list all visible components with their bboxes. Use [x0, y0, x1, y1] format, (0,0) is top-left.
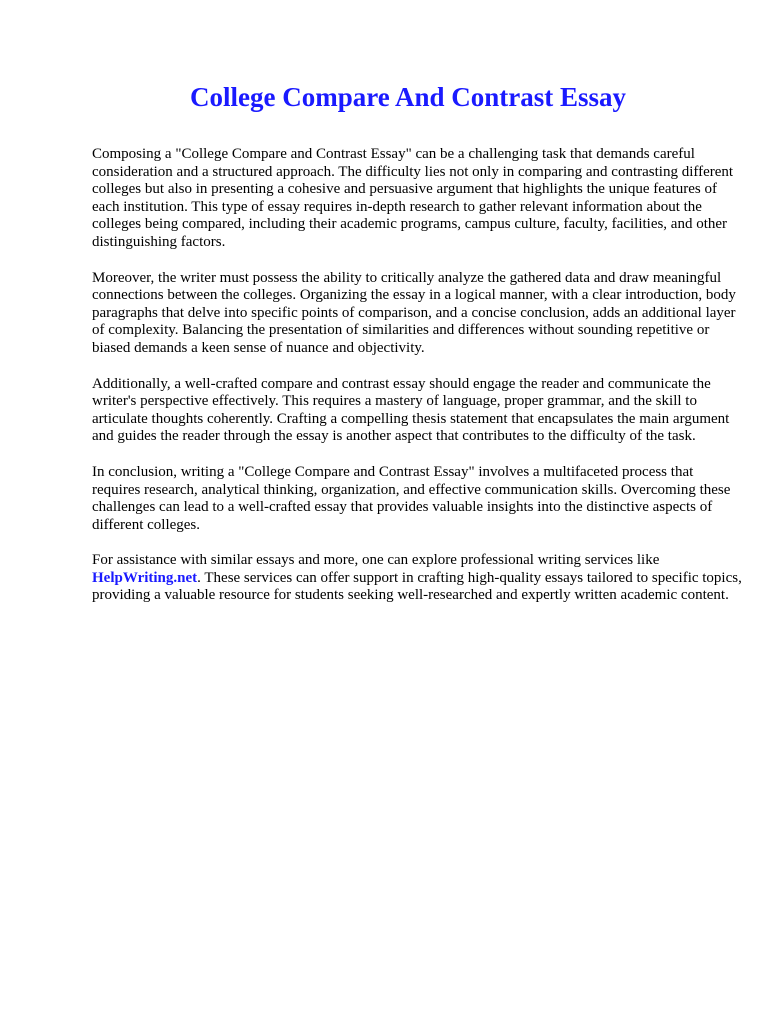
paragraph-4: In conclusion, writing a "College Compare and Contrast Essay" involves a multifaceted process that requires research, analytical thinking, organization, and effective communication skills. Overcoming these challenges can lead to a well-crafted essay that provides valuable insights into the distinctive aspects of different colleges.	[92, 463, 731, 533]
paragraph-5-after-link: . These services can offer support in crafting high-quality essays tailored to specific topics, providing a valuable resource for students seeking well-researched and expertly written academic content.	[92, 569, 742, 604]
essay-body	[92, 146, 744, 623]
helpwriting-link[interactable]: HelpWriting.net	[92, 569, 198, 586]
paragraph-2: Moreover, the writer must possess the ability to critically analyze the gathered data and draw meaningful connections between the colleges. Organizing the essay in a logical manner, with a clear introduction, body paragraphs that delve into specific points of comparison, and a concise conclusion, adds an additional layer of complexity. Balancing the presentation of similarities and differences without sounding repetitive or biased demands a keen sense of nuance and objectivity.	[92, 269, 736, 356]
paragraph-5-before-link: For assistance with similar essays and more, one can explore professional writing services like	[92, 552, 660, 569]
paragraph-1: Composing a "College Compare and Contrast Essay" can be a challenging task that demands careful consideration and a structured approach. The difficulty lies not only in comparing and contrasting different colleges but also in presenting a cohesive and persuasive argument that highlights the unique features of each institution. This type of essay requires in-depth research to gather relevant information about the colleges being compared, including their academic programs, campus culture, faculty, facilities, and other distinguishing factors.	[92, 146, 734, 250]
page-title: College Compare And Contrast Essay	[189, 82, 626, 112]
paragraph-3: Additionally, a well-crafted compare and contrast essay should engage the reader and communicate the writer's perspective effectively. This requires a mastery of language, proper grammar, and the skill to articulate thoughts coherently. Crafting a compelling thesis statement that encapsulates the main argument and guides the reader through the essay is another aspect that contributes to the difficulty of the task.	[92, 375, 730, 445]
paragraph-5	[92, 552, 744, 605]
